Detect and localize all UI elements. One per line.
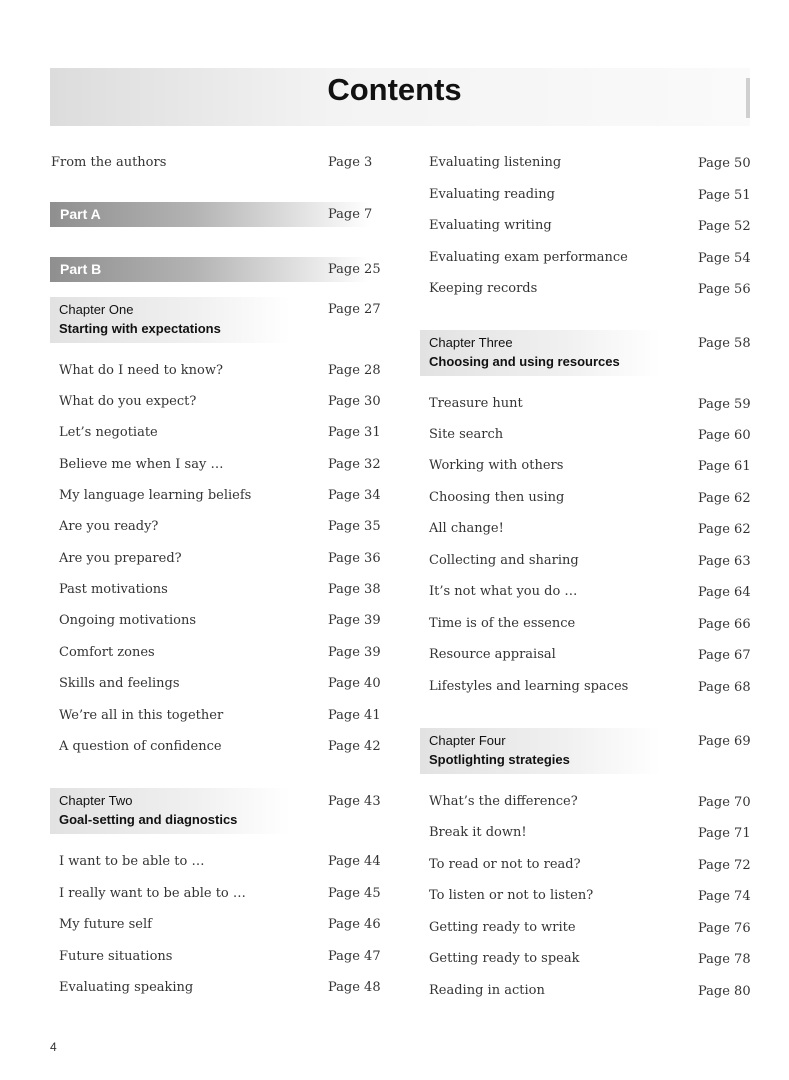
chapter-four-number: Chapter Four bbox=[429, 733, 506, 748]
page-number: 4 bbox=[50, 1040, 57, 1054]
chapter-two-number: Chapter Two bbox=[59, 793, 133, 808]
toc-entry[interactable]: Keeping records bbox=[429, 281, 538, 296]
toc-page: Page 78 bbox=[698, 952, 751, 967]
toc-page: Page 66 bbox=[698, 617, 751, 632]
toc-entry[interactable]: All change! bbox=[429, 521, 504, 536]
toc-page: Page 44 bbox=[328, 854, 381, 869]
toc-page: Page 40 bbox=[328, 676, 381, 691]
toc-page: Page 80 bbox=[698, 984, 751, 999]
toc-page: Page 46 bbox=[328, 917, 381, 932]
chapter-one-header[interactable] bbox=[50, 297, 290, 343]
chapter-three-header[interactable] bbox=[420, 330, 660, 376]
toc-entry[interactable]: Believe me when I say … bbox=[59, 457, 224, 472]
toc-entry[interactable]: We’re all in this together bbox=[59, 708, 224, 723]
toc-entry[interactable]: Are you ready? bbox=[59, 519, 159, 534]
toc-entry[interactable]: To read or not to read? bbox=[429, 857, 581, 872]
toc-entry[interactable]: Treasure hunt bbox=[429, 396, 523, 411]
chapter-one-title: Starting with expectations bbox=[59, 321, 221, 336]
part-b-label: Part B bbox=[60, 261, 102, 277]
toc-page: Page 36 bbox=[328, 551, 381, 566]
toc-entry[interactable]: Getting ready to write bbox=[429, 920, 576, 935]
toc-entry[interactable]: Working with others bbox=[429, 458, 564, 473]
toc-entry[interactable]: Skills and feelings bbox=[59, 676, 180, 691]
chapter-two-header[interactable] bbox=[50, 788, 290, 834]
toc-page: Page 39 bbox=[328, 645, 381, 660]
chapter-four-page: Page 69 bbox=[698, 734, 751, 749]
toc-entry[interactable]: I really want to be able to … bbox=[59, 886, 246, 901]
toc-page: Page 51 bbox=[698, 188, 751, 203]
toc-page: Page 38 bbox=[328, 582, 381, 597]
toc-page: Page 35 bbox=[328, 519, 381, 534]
toc-entry[interactable]: My language learning beliefs bbox=[59, 488, 252, 503]
toc-entry[interactable]: Are you prepared? bbox=[59, 551, 182, 566]
toc-page: Page 34 bbox=[328, 488, 381, 503]
toc-page: Page 30 bbox=[328, 394, 381, 409]
toc-page: Page 60 bbox=[698, 428, 751, 443]
toc-page: Page 64 bbox=[698, 585, 751, 600]
chapter-two-title: Goal-setting and diagnostics bbox=[59, 812, 238, 827]
toc-page: Page 63 bbox=[698, 554, 751, 569]
toc-page: Page 68 bbox=[698, 680, 751, 695]
toc-page: Page 67 bbox=[698, 648, 751, 663]
toc-page: Page 62 bbox=[698, 491, 751, 506]
toc-page-from-authors: Page 3 bbox=[328, 155, 373, 170]
toc-entry[interactable]: Past motivations bbox=[59, 582, 168, 597]
toc-entry[interactable]: Evaluating reading bbox=[429, 187, 555, 202]
toc-entry[interactable]: Evaluating exam performance bbox=[429, 250, 628, 265]
toc-entry[interactable]: Choosing then using bbox=[429, 490, 565, 505]
toc-page: Page 41 bbox=[328, 708, 381, 723]
toc-entry[interactable]: What’s the difference? bbox=[429, 794, 578, 809]
toc-page: Page 59 bbox=[698, 397, 751, 412]
chapter-three-title: Choosing and using resources bbox=[429, 354, 620, 369]
part-b-bar[interactable] bbox=[50, 257, 370, 282]
toc-entry[interactable]: Getting ready to speak bbox=[429, 951, 580, 966]
toc-page: Page 61 bbox=[698, 459, 751, 474]
page-title: Contents bbox=[327, 72, 462, 107]
toc-entry[interactable]: What do you expect? bbox=[59, 394, 197, 409]
toc-page: Page 42 bbox=[328, 739, 381, 754]
chapter-two-page: Page 43 bbox=[328, 794, 381, 809]
toc-entry[interactable]: Reading in action bbox=[429, 983, 545, 998]
part-a-page: Page 7 bbox=[328, 207, 373, 222]
toc-page: Page 31 bbox=[328, 425, 381, 440]
toc-entry[interactable]: I want to be able to … bbox=[59, 854, 205, 869]
chapter-one-page: Page 27 bbox=[328, 302, 381, 317]
toc-entry[interactable]: Collecting and sharing bbox=[429, 553, 579, 568]
toc-entry[interactable]: What do I need to know? bbox=[59, 363, 223, 378]
toc-page: Page 62 bbox=[698, 522, 751, 537]
toc-page: Page 54 bbox=[698, 251, 751, 266]
part-b-page: Page 25 bbox=[328, 262, 381, 277]
toc-entry[interactable]: Evaluating writing bbox=[429, 218, 552, 233]
toc-entry[interactable]: Site search bbox=[429, 427, 504, 442]
toc-page: Page 70 bbox=[698, 795, 751, 810]
toc-page: Page 76 bbox=[698, 921, 751, 936]
toc-page: Page 56 bbox=[698, 282, 751, 297]
toc-entry[interactable]: Lifestyles and learning spaces bbox=[429, 679, 629, 694]
toc-page: Page 48 bbox=[328, 980, 381, 995]
toc-entry[interactable]: Break it down! bbox=[429, 825, 527, 840]
toc-page: Page 47 bbox=[328, 949, 381, 964]
toc-page: Page 72 bbox=[698, 858, 751, 873]
toc-page: Page 50 bbox=[698, 156, 751, 171]
chapter-three-page: Page 58 bbox=[698, 336, 751, 351]
toc-entry[interactable]: To listen or not to listen? bbox=[429, 888, 594, 903]
chapter-three-number: Chapter Three bbox=[429, 335, 513, 350]
toc-entry[interactable]: Future situations bbox=[59, 949, 173, 964]
part-a-label: Part A bbox=[60, 206, 101, 222]
toc-page: Page 28 bbox=[328, 363, 381, 378]
toc-entry[interactable]: My future self bbox=[59, 917, 152, 932]
chapter-four-title: Spotlighting strategies bbox=[429, 752, 570, 767]
toc-entry[interactable]: It’s not what you do … bbox=[429, 584, 578, 599]
toc-entry[interactable]: Ongoing motivations bbox=[59, 613, 197, 628]
part-a-bar[interactable] bbox=[50, 202, 373, 227]
toc-page: Page 74 bbox=[698, 889, 751, 904]
toc-entry[interactable]: Let’s negotiate bbox=[59, 425, 158, 440]
toc-entry[interactable]: Time is of the essence bbox=[429, 616, 576, 631]
toc-page: Page 39 bbox=[328, 613, 381, 628]
toc-entry[interactable]: Resource appraisal bbox=[429, 647, 556, 662]
chapter-four-header[interactable] bbox=[420, 728, 660, 774]
toc-page: Page 71 bbox=[698, 826, 751, 841]
toc-page: Page 45 bbox=[328, 886, 381, 901]
toc-entry[interactable]: Evaluating speaking bbox=[59, 980, 194, 995]
toc-page: Page 52 bbox=[698, 219, 751, 234]
toc-page: Page 32 bbox=[328, 457, 381, 472]
toc-entry[interactable]: Comfort zones bbox=[59, 645, 155, 660]
chapter-one-number: Chapter One bbox=[59, 302, 134, 317]
toc-entry[interactable]: Evaluating listening bbox=[429, 155, 562, 170]
toc-entry[interactable]: A question of confidence bbox=[59, 739, 222, 754]
toc-entry-from-authors[interactable]: From the authors bbox=[51, 155, 167, 170]
